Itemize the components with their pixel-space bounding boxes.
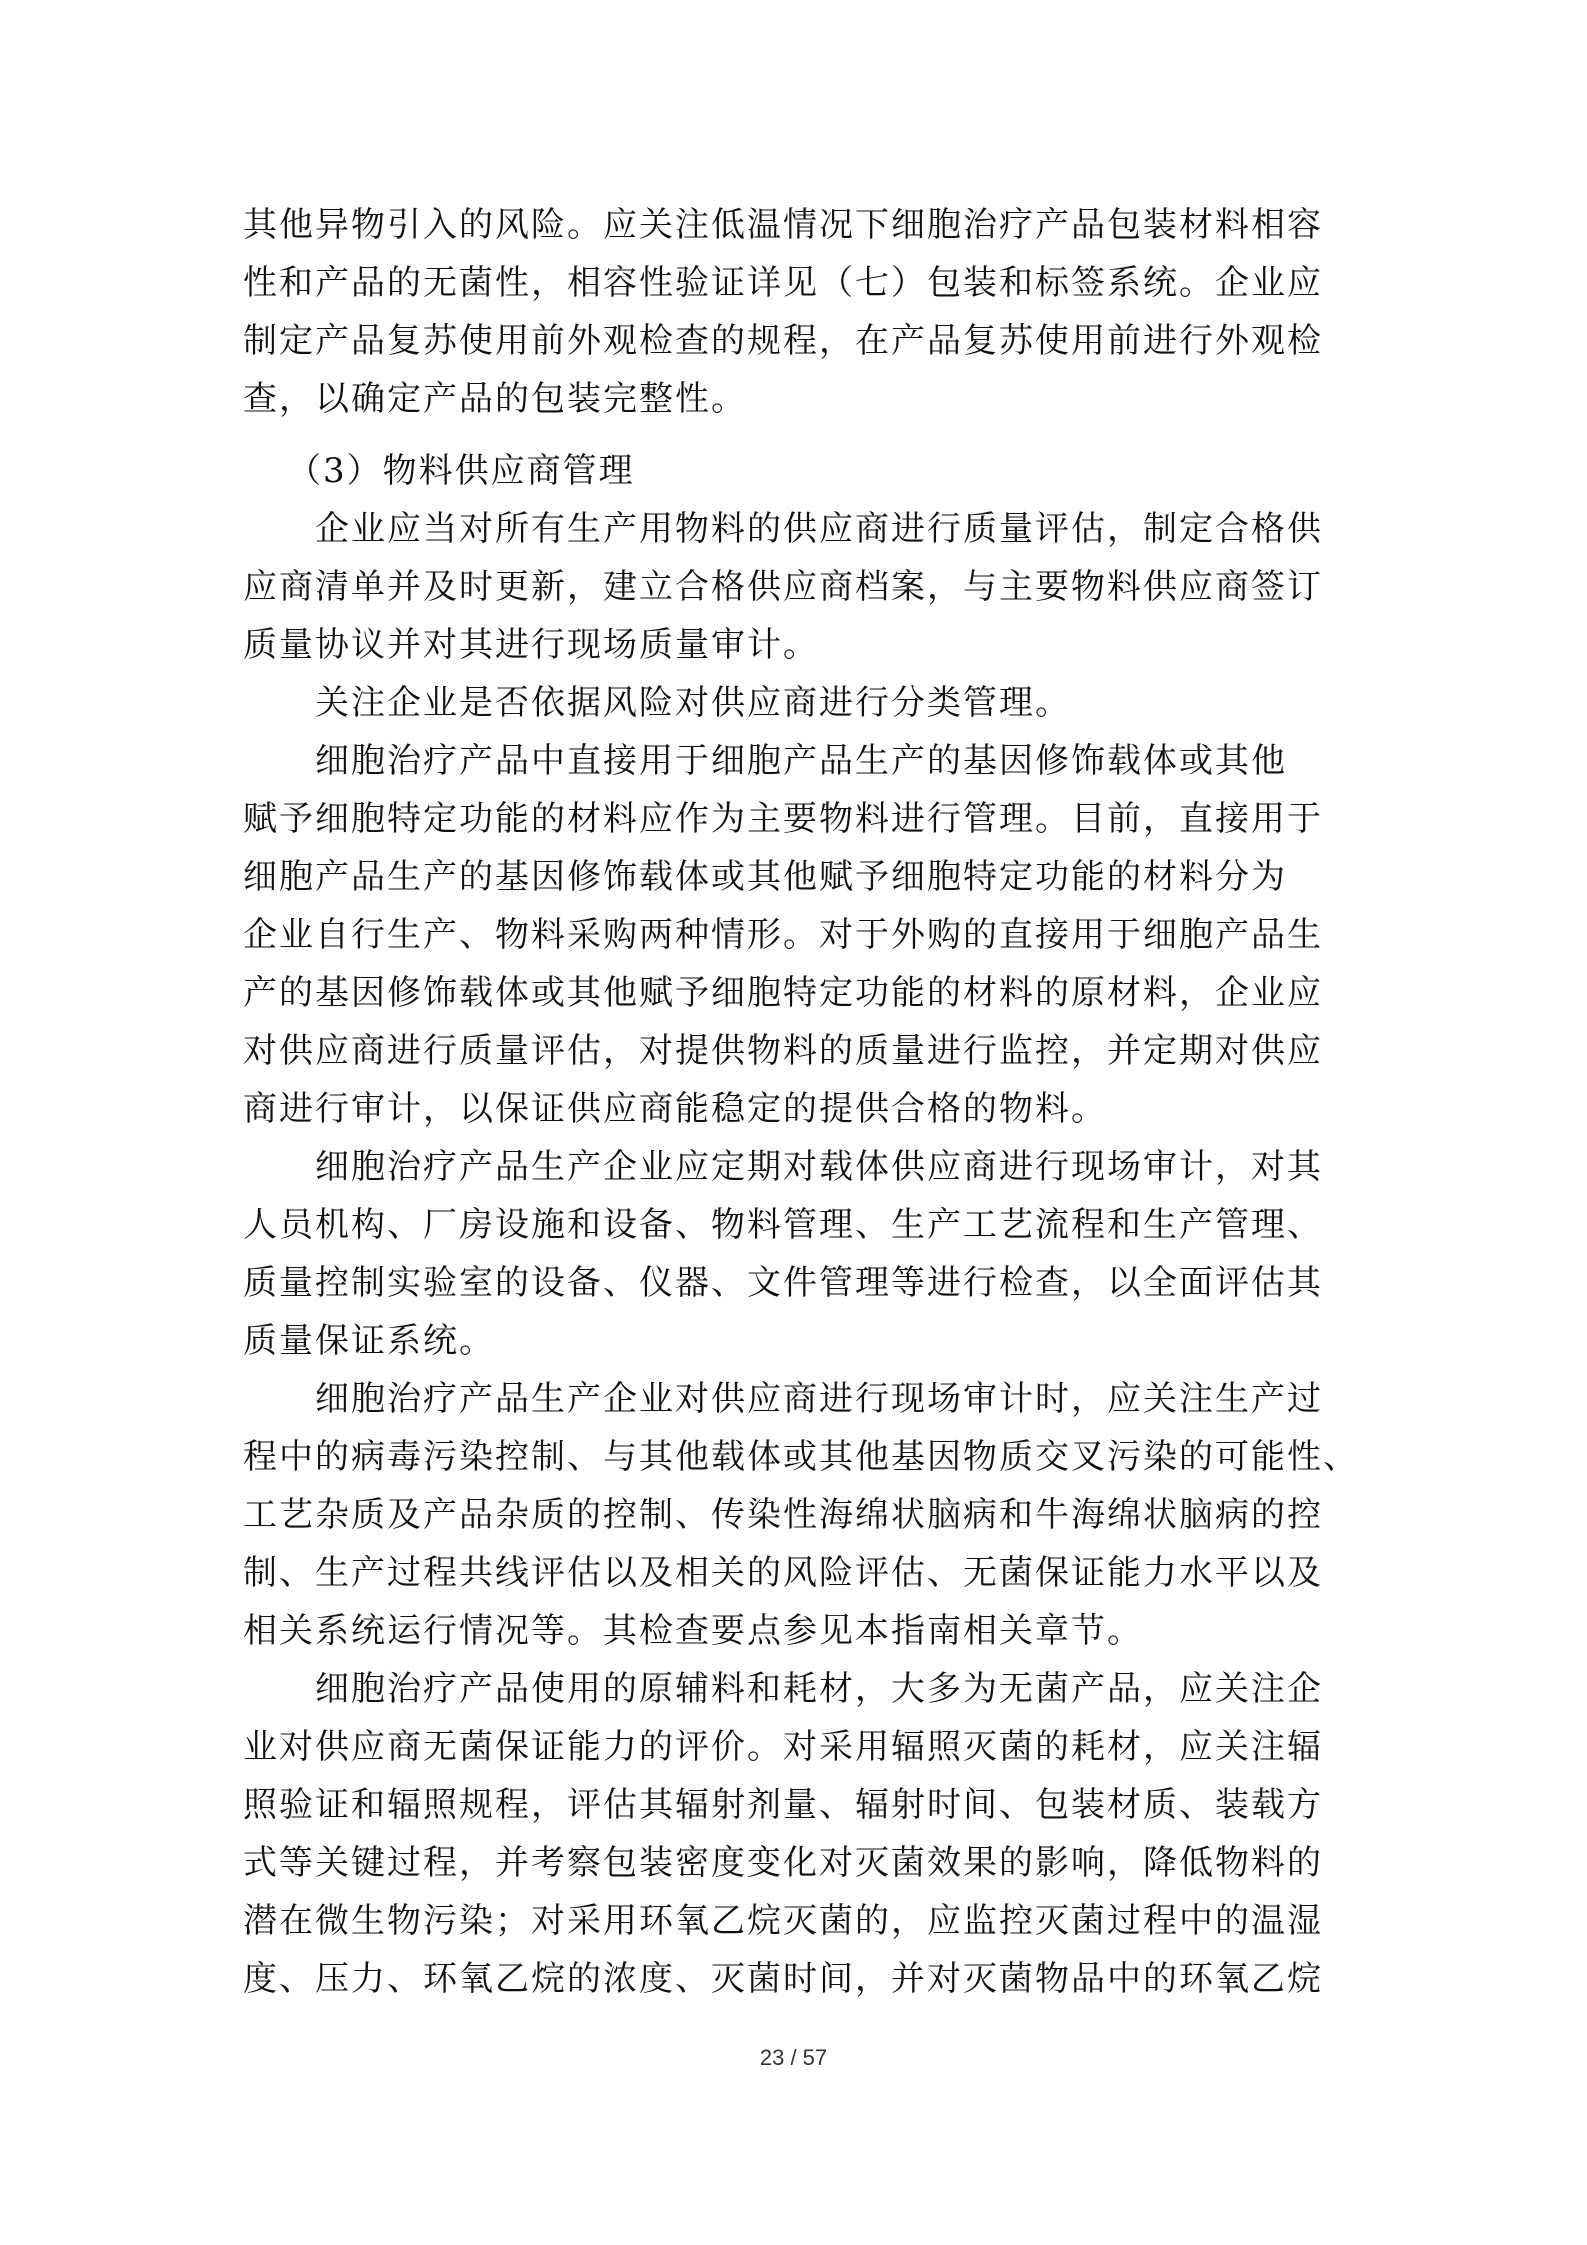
text-line: 质量协议并对其进行现场质量审计。 — [243, 625, 819, 665]
paragraph — [243, 1370, 1359, 1660]
section-heading — [243, 442, 1353, 500]
text-line: 关注企业是否依据风险对供应商进行分类管理。 — [315, 683, 1071, 723]
text-line: 照验证和辐照规程，评估其辐射剂量、辐射时间、包装材质、装载方 — [243, 1785, 1323, 1825]
text-line: 企业应当对所有生产用物料的供应商进行质量评估，制定合格供 — [315, 509, 1323, 549]
text-line: 商进行审计，以保证供应商能稳定的提供合格的物料。 — [243, 1089, 1107, 1129]
text-line: 制、生产过程共线评估以及相关的风险评估、无菌保证能力水平以及 — [243, 1553, 1323, 1593]
paragraph — [243, 1138, 1353, 1370]
text-line: 应商清单并及时更新，建立合格供应商档案，与主要物料供应商签订 — [243, 567, 1323, 607]
text-line: 潜在微生物污染；对采用环氧乙烷灭菌的，应监控灭菌过程中的温湿 — [243, 1901, 1323, 1941]
page-body — [243, 196, 1359, 2008]
text-line: 工艺杂质及产品杂质的控制、传染性海绵状脑病和牛海绵状脑病的控 — [243, 1495, 1323, 1535]
text-line: 赋予细胞特定功能的材料应作为主要物料进行管理。目前，直接用于 — [243, 799, 1323, 839]
text-line: 产的基因修饰载体或其他赋予细胞特定功能的材料的原材料，企业应 — [243, 973, 1323, 1013]
text-line: 对供应商进行质量评估，对提供物料的质量进行监控，并定期对供应 — [243, 1031, 1323, 1071]
text-line: 细胞产品生产的基因修饰载体或其他赋予细胞特定功能的材料分为 — [243, 857, 1287, 897]
text-line: 性和产品的无菌性，相容性验证详见（七）包装和标签系统。企业应 — [243, 263, 1323, 303]
text-line: 细胞治疗产品使用的原辅料和耗材，大多为无菌产品，应关注企 — [315, 1669, 1323, 1709]
text-line: 质量保证系统。 — [243, 1321, 495, 1361]
paragraph — [243, 674, 1353, 732]
text-line: 企业自行生产、物料采购两种情形。对于外购的直接用于细胞产品生 — [243, 915, 1323, 955]
text-line: 查，以确定产品的包装完整性。 — [243, 379, 747, 419]
text-line: 其他异物引入的风险。应关注低温情况下细胞治疗产品包装材料相容 — [243, 205, 1323, 245]
text-line: 制定产品复苏使用前外观检查的规程，在产品复苏使用前进行外观检 — [243, 321, 1323, 361]
text-line: 业对供应商无菌保证能力的评价。对采用辐照灭菌的耗材，应关注辐 — [243, 1727, 1323, 1767]
text-line: 细胞治疗产品生产企业对供应商进行现场审计时，应关注生产过 — [315, 1379, 1323, 1419]
paragraph — [243, 1660, 1353, 2008]
text-line: 质量控制实验室的设备、仪器、文件管理等进行检查，以全面评估其 — [243, 1263, 1323, 1303]
paragraph — [243, 500, 1353, 674]
text-line: 式等关键过程，并考察包装密度变化对灭菌效果的影响，降低物料的 — [243, 1843, 1323, 1883]
text-line: 程中的病毒污染控制、与其他载体或其他基因物质交叉污染的可能性、 — [243, 1437, 1359, 1477]
text-line: 细胞治疗产品生产企业应定期对载体供应商进行现场审计，对其 — [315, 1147, 1323, 1187]
text-line: 相关系统运行情况等。其检查要点参见本指南相关章节。 — [243, 1611, 1143, 1651]
text-line: 人员机构、厂房设施和设备、物料管理、生产工艺流程和生产管理、 — [243, 1205, 1323, 1245]
paragraph — [243, 732, 1353, 1138]
text-line: 度、压力、环氧乙烷的浓度、灭菌时间，并对灭菌物品中的环氧乙烷 — [243, 1959, 1323, 1999]
page-number: 23 / 57 — [759, 2045, 828, 2070]
heading-text: （3）物料供应商管理 — [287, 451, 635, 491]
text-line: 细胞治疗产品中直接用于细胞产品生产的基因修饰载体或其他 — [315, 741, 1287, 781]
paragraph-continuation — [243, 196, 1353, 428]
